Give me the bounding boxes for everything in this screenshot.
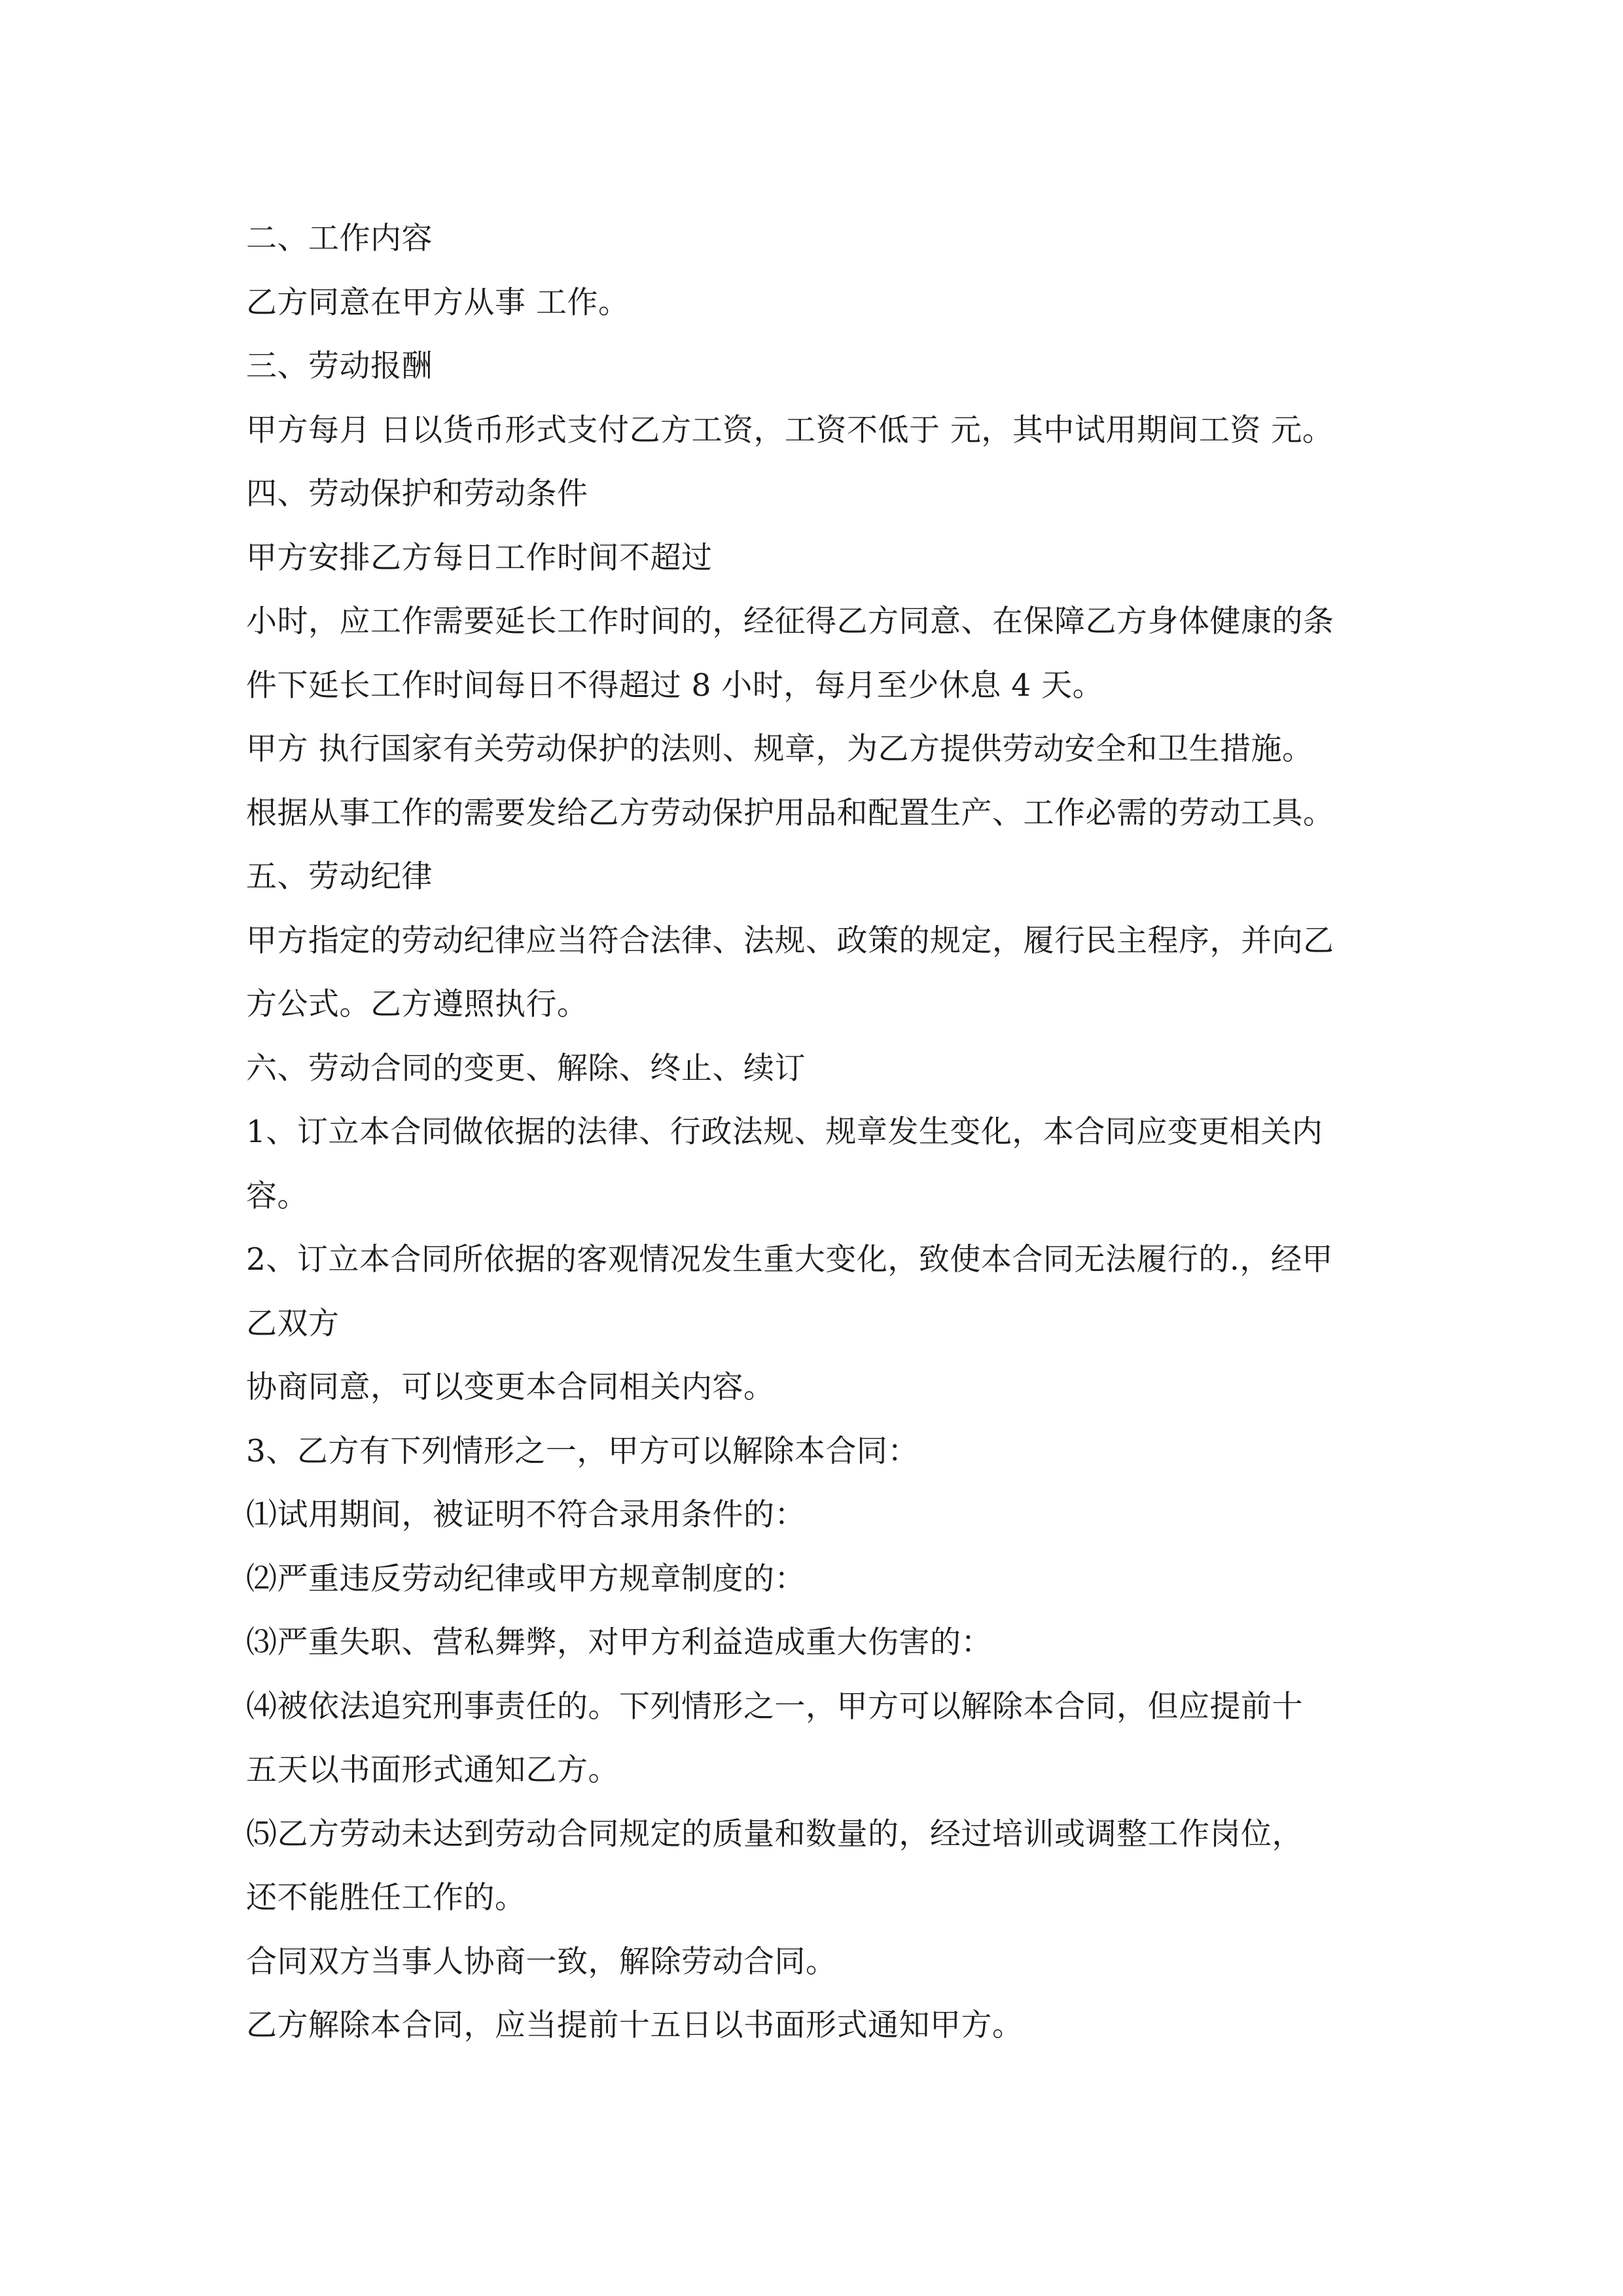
section-heading-contract-changes: 六、劳动合同的变更、解除、终止、续订 [246,1050,806,1086]
paragraph-line: 件下延长工作时间每日不得超过 8 小时，每月至少休息 4 天。 [246,667,1104,704]
section-heading-labor-protection: 四、劳动保护和劳动条件 [246,476,588,512]
list-item: 还不能胜任工作的。 [246,1880,526,1916]
list-item: ⑸乙方劳动未达到劳动合同规定的质量和数量的，经过培训或调整工作岗位， [246,1816,1303,1852]
paragraph-line: 根据从事工作的需要发给乙方劳动保护用品和配置生产、工作必需的劳动工具。 [246,795,1334,831]
list-item: ⑷被依法追究刑事责任的。下列情形之一，甲方可以解除本合同，但应提前十 [246,1688,1303,1725]
paragraph-line: 甲方安排乙方每日工作时间不超过 [246,539,713,576]
clause-line: 容。 [246,1177,308,1214]
paragraph-line: 乙方同意在甲方从事 工作。 [246,284,630,321]
paragraph-line: 甲方 执行国家有关劳动保护的法则、规章，为乙方提供劳动安全和卫生措施。 [246,731,1313,767]
paragraph-line: 甲方指定的劳动纪律应当符合法律、法规、政策的规定，履行民主程序，并向乙 [246,922,1334,959]
document-body [246,207,1411,2058]
list-item: 五天以书面形式通知乙方。 [246,1752,619,1788]
list-item: ⑶严重失职、营私舞弊，对甲方利益造成重大伤害的： [246,1624,992,1660]
clause-line: 乙双方 [246,1305,340,1342]
section-heading-remuneration: 三、劳动报酬 [246,348,433,384]
paragraph-line: 方公式。乙方遵照执行。 [246,986,588,1022]
list-item: ⑴试用期间，被证明不符合录用条件的： [246,1497,806,1533]
section-heading-labor-discipline: 五、劳动纪律 [246,859,433,895]
clause-line: 2、订立本合同所依据的客观情况发生重大变化，致使本合同无法履行的.，经甲 [246,1242,1333,1278]
paragraph-line: 乙方解除本合同，应当提前十五日以书面形式通知甲方。 [246,2007,1024,2043]
paragraph-line: 甲方每月 日以货币形式支付乙方工资，工资不低于 元，其中试用期间工资 元。 [246,412,1334,448]
clause-line: 1、订立本合同做依据的法律、行政法规、规章发生变化，本合同应变更相关内 [246,1114,1323,1150]
clause-line: 协商同意，可以变更本合同相关内容。 [246,1369,775,1405]
clause-line: 3、乙方有下列情形之一，甲方可以解除本合同： [246,1433,919,1469]
section-heading-work-content: 二、工作内容 [246,221,433,257]
paragraph-line: 小时，应工作需要延长工作时间的，经征得乙方同意、在保障乙方身体健康的条 [246,603,1334,639]
paragraph-line: 合同双方当事人协商一致，解除劳动合同。 [246,1943,837,1980]
list-item: ⑵严重违反劳动纪律或甲方规章制度的： [246,1560,806,1597]
